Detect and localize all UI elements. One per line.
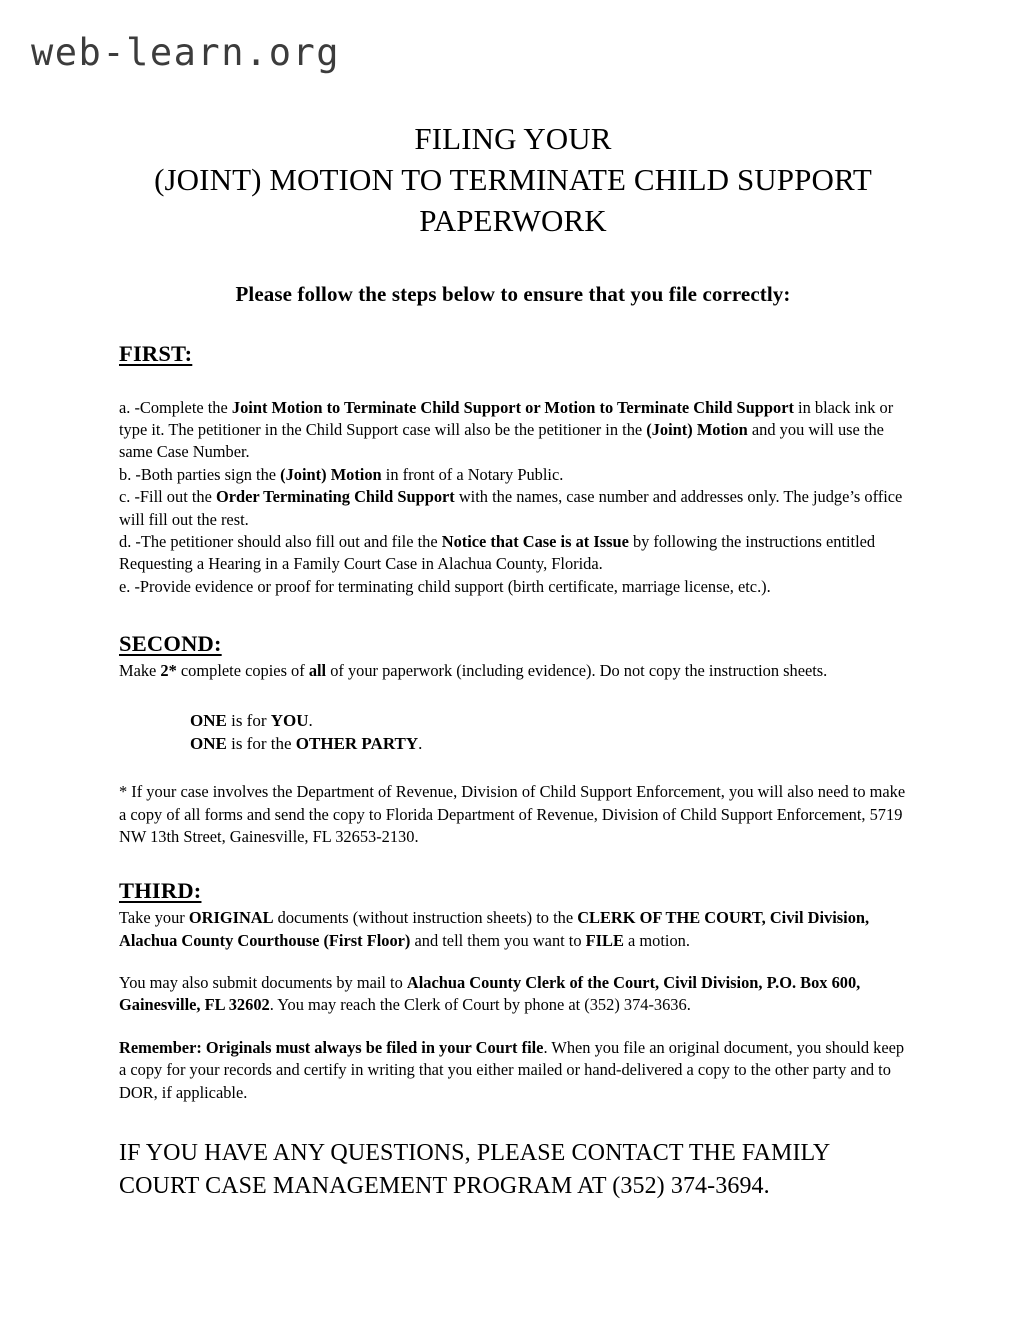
section-heading-first bbox=[119, 307, 907, 367]
site-watermark: web-learn.org bbox=[31, 31, 341, 74]
copy-recipient-other-party: ONE is for the OTHER PARTY. bbox=[190, 733, 423, 753]
section-heading-third-text: THIRD: bbox=[119, 878, 202, 904]
closing-contact-statement bbox=[119, 1104, 907, 1203]
page-title-line-3: PAPERWORK bbox=[419, 203, 607, 239]
section-heading-second-text: SECOND: bbox=[119, 631, 222, 657]
section-heading-third bbox=[119, 848, 907, 904]
section-heading-second bbox=[119, 598, 907, 657]
closing-line-1: IF YOU HAVE ANY QUESTIONS, PLEASE CONTACT THE FAMILY bbox=[119, 1140, 831, 1167]
intro-instruction: Please follow the steps below to ensure that you file correctly: bbox=[235, 281, 791, 306]
page-title-line-1: FILING YOUR bbox=[414, 121, 612, 156]
copy-recipients-list bbox=[119, 683, 907, 756]
first-item-b: b. -Both parties sign the (Joint) Motion in front of a Notary Public. bbox=[119, 464, 564, 484]
first-item-c: c. -Fill out the Order Terminating Child Support with the names, case number and addresses only. The judge’s office will fill out the rest. bbox=[119, 487, 903, 529]
first-item-a: a. -Complete the Joint Motion to Terminate Child Support or Motion to Terminate Child Support in black ink or type it. The petitioner in the Child Support case will also be the petitioner in the (Joint) Motion and you will use the same Case Number. bbox=[119, 397, 894, 462]
second-footnote: * If your case involves the Department of Revenue, Division of Child Support Enforcement, you will also need to make a copy of all forms and send the copy to Florida Department of Revenue, Division of Child Support Enforcement, 5719 NW 13th Street, Gainesville, FL 32653-2130. bbox=[119, 782, 906, 846]
document-page bbox=[119, 0, 907, 1203]
first-item-d: d. -The petitioner should also fill out and file the Notice that Case is at Issue by following the instructions entitled Requesting a Hearing in a Family Court Case in Alachua County, Florida. bbox=[119, 532, 876, 574]
third-paragraph-remember: Remember: Originals must always be filed in your Court file. When you file an original document, you should keep a copy for your records and certify in writing that you either mailed or hand-delivered a copy to the other party and to DOR, if applicable. bbox=[119, 1037, 905, 1102]
page-title bbox=[119, 0, 907, 242]
section-heading-first-text: FIRST: bbox=[119, 340, 193, 366]
third-paragraph-clerk: Take your ORIGINAL documents (without instruction sheets) to the CLERK OF THE COURT, Civil Division, Alachua County Courthouse (First Floor) and tell them you want to FILE a motion. bbox=[119, 908, 870, 950]
closing-line-2: COURT CASE MANAGEMENT PROGRAM AT (352) 374-3694. bbox=[119, 1173, 770, 1200]
second-copies-line: Make 2* complete copies of all of your paperwork (including evidence). Do not copy the instruction sheets. bbox=[119, 661, 828, 681]
third-paragraph-mail: You may also submit documents by mail to Alachua County Clerk of the Court, Civil Division, P.O. Box 600, Gainesville, FL 32602. You may reach the Clerk of Court by phone at (352) 374-3636. bbox=[119, 973, 861, 1015]
first-item-e: e. -Provide evidence or proof for terminating child support (birth certificate, marriage license, etc.). bbox=[119, 576, 771, 596]
page-title-line-2: (JOINT) MOTION TO TERMINATE CHILD SUPPORT bbox=[154, 162, 872, 198]
copy-recipient-you: ONE is for YOU. bbox=[190, 710, 313, 730]
